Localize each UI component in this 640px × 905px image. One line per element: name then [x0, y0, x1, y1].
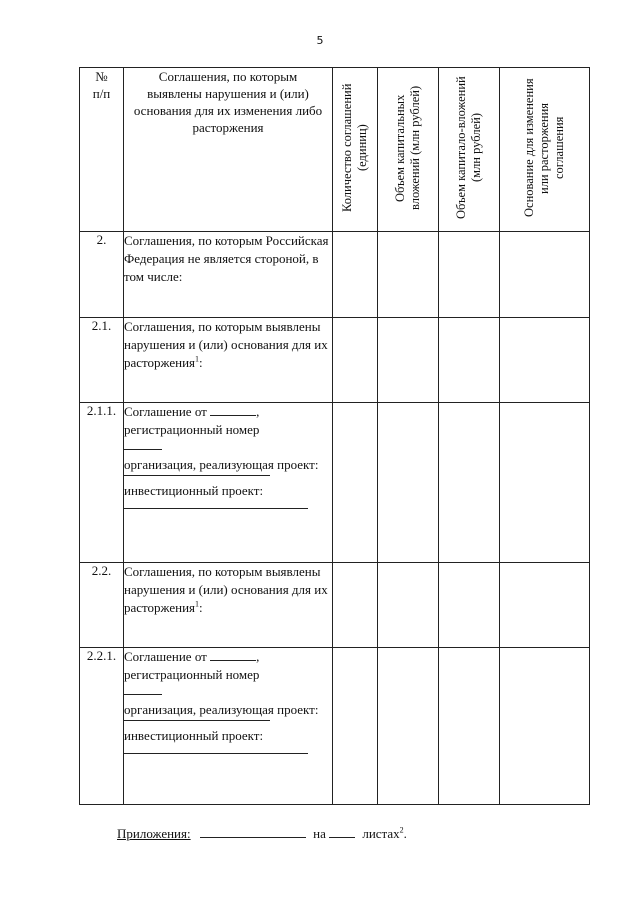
row-text: Соглашения, по которым выявлены нарушения и (или) основания для их расторжения$^1$:: [124, 318, 333, 403]
agreement-block: Соглашение от , регистрационный номер организация, реализующая проект: инвестиционный проект:: [124, 403, 333, 563]
header-capital2: Объем капитало-вложений (млн рублей): [439, 68, 500, 232]
sheets-label: листах: [362, 826, 400, 841]
project-label: инвестиционный проект:: [124, 728, 264, 743]
report-table: [79, 67, 590, 805]
table-row: [80, 648, 590, 805]
project-label: инвестиционный проект:: [124, 483, 264, 498]
row-num: 2.: [80, 232, 124, 318]
row-num: 2.2.1.: [80, 648, 124, 805]
org-label: организация, реализующая проект:: [124, 457, 319, 472]
row-num: 2.2.: [80, 563, 124, 648]
table-header-row: [80, 68, 590, 232]
reg-number-label: регистрационный номер: [124, 667, 260, 682]
header-basis: Основание для изменения или расторжения соглашения: [500, 68, 590, 232]
row-text: Соглашения, по которым выявлены нарушения и (или) основания для их расторжения$^1$:: [124, 563, 333, 648]
row-text: Соглашения, по которым Российская Федерация не является стороной, в том числе:: [124, 232, 333, 318]
reg-number-label: регистрационный номер: [124, 422, 260, 437]
attachments-line: Приложения: на листах$^2$.: [117, 825, 407, 841]
attachments-label: Приложения:: [117, 826, 191, 841]
header-title: Соглашения, по которым выявлены нарушения и (или) основания для их изменения либо расторжения: [124, 68, 333, 232]
table-row: [80, 563, 590, 648]
header-num: № п/п: [80, 68, 124, 232]
table-row: [80, 232, 590, 318]
agreement-block: Соглашение от , регистрационный номер организация, реализующая проект: инвестиционный проект:: [124, 648, 333, 805]
table-row: [80, 403, 590, 563]
row-num: 2.1.: [80, 318, 124, 403]
org-label: организация, реализующая проект:: [124, 702, 319, 717]
agreement-from-label: Соглашение от: [124, 649, 207, 664]
row-num: 2.1.1.: [80, 403, 124, 563]
page-number: 5: [316, 34, 324, 47]
header-count: Количество соглашений (единиц): [333, 68, 378, 232]
agreement-from-label: Соглашение от: [124, 404, 207, 419]
table-row: [80, 318, 590, 403]
on-label: на: [313, 826, 326, 841]
header-capital: Объем капитальных вложений (млн рублей): [378, 68, 439, 232]
